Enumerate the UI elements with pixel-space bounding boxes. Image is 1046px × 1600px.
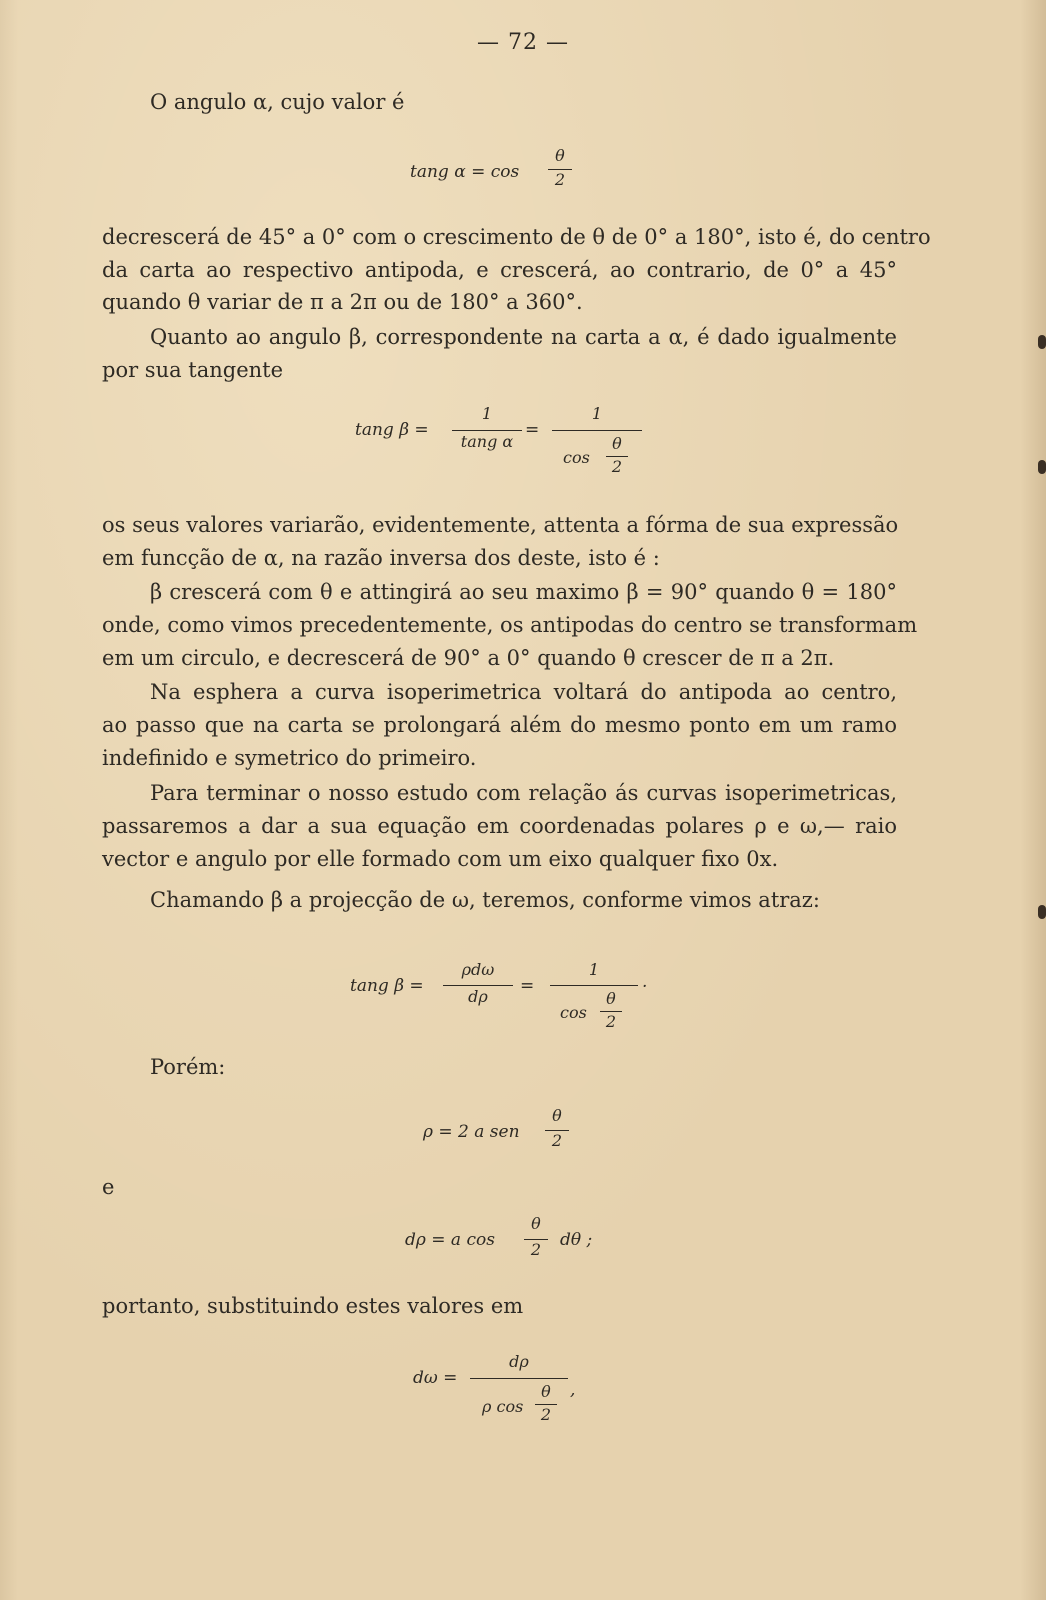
paragraph-line: Quanto ao angulo β, correspondente na carta a α, é dado igualmente: [150, 325, 897, 349]
scan-speck: [1038, 460, 1046, 474]
scan-speck: [1038, 905, 1046, 919]
paragraph-line: passaremos a dar a sua equação em coordenadas polares ρ e ω,— raio: [102, 814, 897, 838]
page-number: — 72 —: [477, 30, 569, 55]
paragraph-line: Porém:: [150, 1055, 226, 1079]
paragraph-line: Chamando β a projecção de ω, teremos, conforme vimos atraz:: [150, 888, 820, 912]
paragraph-line: quando θ variar de π a 2π ou de 180° a 360°.: [102, 290, 583, 314]
paragraph-line: por sua tangente: [102, 358, 284, 382]
paragraph-line: vector e angulo por elle formado com um eixo qualquer fixo 0x.: [102, 847, 779, 871]
paragraph-line: Na esphera a curva isoperimetrica voltará do antipoda ao centro,: [150, 680, 897, 704]
paragraph-line: O angulo α, cujo valor é: [150, 90, 405, 114]
paragraph-line: os seus valores variarão, evidentemente, attenta a fórma de sua expressão: [102, 513, 899, 537]
paragraph-line: e: [102, 1175, 115, 1199]
paragraph-line: em funcção de α, na razão inversa dos deste, isto é :: [102, 546, 660, 570]
paragraph-line: ao passo que na carta se prolongará além do mesmo ponto em um ramo: [102, 713, 897, 737]
scan-speck: [1038, 335, 1046, 349]
paragraph-line: indefinido e symetrico do primeiro.: [102, 746, 477, 770]
paragraph-line: decrescerá de 45° a 0° com o crescimento de θ de 0° a 180°, isto é, do centro: [102, 225, 931, 249]
paragraph-line: Para terminar o nosso estudo com relação ás curvas isoperimetricas,: [150, 781, 897, 805]
book-page: — 72 — O angulo α, cujo valor é tang α = cos θ 2 decrescerá de 45° a 0° com o crescimento de θ de 0° a 180°, isto é, do centro da carta ao respectivo antipoda, e crescerá, ao contrario, de 0° a 45° quando θ variar de π a 2π ou de 180° a 360°. Quanto ao angulo β, correspondente na carta a α, é dado igualmente por sua tangente tang β = 1 tang α = 1 cos θ 2 os seus valores variarão, evidentemente, attenta a fórma de sua expressão em funcção de α, na razão inversa dos deste, isto é : β crescerá com θ e attingirá ao seu maximo β = 90° quando θ = 180° onde, como vimos precedentemente, os antipodas do centro se transformam em um circulo, e decrescerá de 90° a 0° quando θ crescer de π a 2π. Na esphera a curva isoperimetrica voltará do antipoda ao centro, ao passo que na carta se prolongará além do mesmo ponto em um ramo indefinido e symetrico do primeiro. Para terminar o nosso estudo com relação ás curvas isoperimetricas, passaremos a dar a sua equação em coordenadas polares ρ e ω,— raio vector e angulo por elle formado com um eixo qualquer fixo 0x. Chamando β a projecção de ω, teremos, conforme vimos atraz: tang β = ρdω dρ = 1 cos θ 2 . Porém: ρ = 2 a sen θ 2 e dρ = a cos θ 2 dθ ; portanto, substituindo estes valores em dω = dρ ρ cos θ 2 ,: [0, 0, 1046, 1600]
paragraph-line: onde, como vimos precedentemente, os antipodas do centro se transformam: [102, 613, 918, 637]
paragraph-line: da carta ao respectivo antipoda, e crescerá, ao contrario, de 0° a 45°: [102, 258, 897, 282]
paragraph-line: portanto, substituindo estes valores em: [102, 1294, 524, 1318]
paragraph-line: em um circulo, e decrescerá de 90° a 0° quando θ crescer de π a 2π.: [102, 646, 835, 670]
paragraph-line: β crescerá com θ e attingirá ao seu maximo β = 90° quando θ = 180°: [150, 580, 897, 604]
